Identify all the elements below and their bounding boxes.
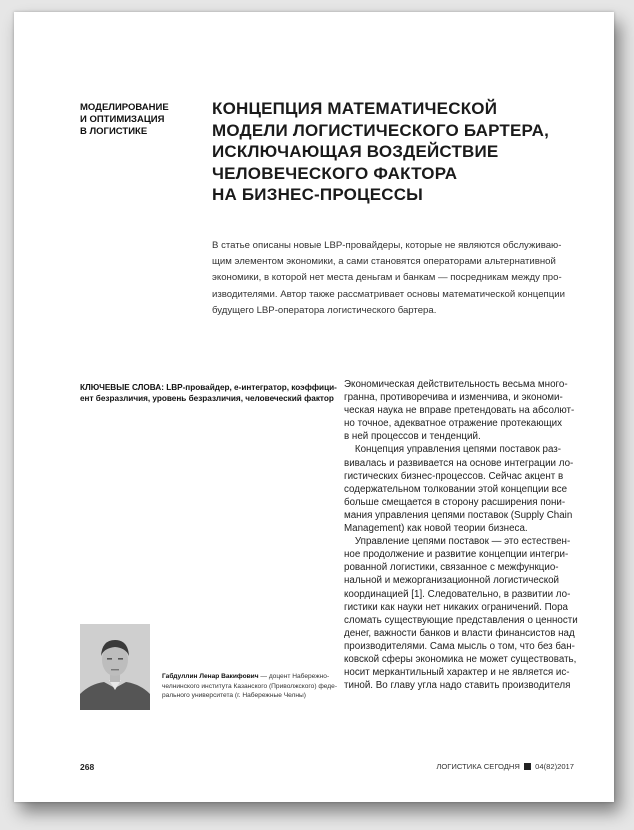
section-label-line: И ОПТИМИЗАЦИЯ	[80, 114, 165, 125]
body-line: рованной логистики, связанное с межфункцио-	[344, 562, 559, 574]
body-line: носит меркантильный характер и не является ис-	[344, 667, 570, 679]
abstract-line: экономики, в которой нет места деньгам и банкам — посредникам между про-	[212, 272, 562, 284]
abstract-line: изводителями. Автор также рассматривает основы математической концепции	[212, 288, 565, 300]
keywords-line: КЛЮЧЕВЫЕ СЛОВА: LBP-провайдер, e-интегратор, коэффици-	[80, 383, 337, 392]
body-line: ческая наука не вправе претендовать на абсолют-	[344, 405, 575, 417]
abstract-line: В статье описаны новые LBP-провайдеры, которые не являются обслуживаю-	[212, 240, 562, 251]
body-line: гранна, противоречива и изменчива, и экономи-	[344, 392, 563, 404]
body-line: мания управления цепями поставок (Supply Chain	[344, 509, 573, 521]
author-desc-line: рального университета (г. Набережные Челны)	[162, 692, 306, 700]
author-name: Габдуллин Ленар Вакифович	[162, 673, 259, 680]
body-line: в ней процессов и тенденций.	[344, 431, 481, 443]
body-line: Управление цепями поставок — это естествен-	[344, 536, 571, 548]
section-label	[80, 102, 200, 138]
body-line: ковской сферы экономика не может существовать,	[344, 653, 577, 665]
author-desc-line: — доцент Набережно-	[258, 673, 330, 680]
author-photo	[80, 624, 150, 710]
section-label-line: МОДЕЛИРОВАНИЕ	[80, 102, 169, 113]
magazine-page	[14, 12, 614, 802]
article-abstract	[212, 238, 588, 319]
body-line: Концепция управления цепями поставок раз-	[344, 444, 562, 456]
body-line: гистических бизнес-процессов. Сейчас акцент в	[344, 470, 564, 482]
page-number: 268	[80, 762, 95, 772]
body-line: содержательном толковании этой концепции все	[344, 483, 568, 495]
body-line: производителями. Сама мысль о том, что без бан-	[344, 640, 575, 652]
title-line: МОДЕЛИ ЛОГИСТИЧЕСКОГО БАРТЕРА,	[212, 120, 549, 140]
body-line: вивалась и развивается на основе интеграции ло-	[344, 457, 574, 469]
square-divider-icon	[524, 763, 531, 770]
journal-issue: 04(82)2017	[535, 762, 574, 771]
title-line: КОНЦЕПЦИЯ МАТЕМАТИЧЕСКОЙ	[212, 99, 498, 118]
body-line: денег, важности банков и власти финансистов над	[344, 627, 575, 639]
abstract-line: щим элементом экономики, а сами становятся операторами альтернативной	[212, 256, 556, 268]
body-line: координацией [1]. Следовательно, в развитии ло-	[344, 588, 571, 600]
journal-footer	[436, 762, 574, 771]
body-line: нальной и межорганизационной логистической	[344, 575, 560, 587]
title-line: ЧЕЛОВЕЧЕСКОГО ФАКТОРА	[212, 163, 458, 183]
body-line: ное продолжение и развитие концепции интегри-	[344, 549, 569, 561]
abstract-line: будущего LBP-оператора логистического бартера.	[212, 304, 437, 316]
section-label-line: В ЛОГИСТИКЕ	[80, 126, 148, 137]
author-desc-line: челнинского института Казанского (Приволжского) феде-	[162, 682, 338, 690]
journal-name: ЛОГИСТИКА СЕГОДНЯ	[436, 762, 520, 771]
body-line: гистики как науки нет никаких ограничений. Пора	[344, 601, 568, 613]
title-line: ИСКЛЮЧАЮЩАЯ ВОЗДЕЙСТВИЕ	[212, 142, 499, 161]
body-line: Management) как новой теории бизнеса.	[344, 523, 528, 535]
author-portrait-icon	[80, 624, 150, 710]
body-line: сломать существующие представления о ценности	[344, 614, 578, 626]
keywords-line: ент безразличия, уровень безразличия, человеческий фактор	[80, 394, 334, 403]
article-title	[212, 98, 592, 206]
body-line: тиной. Во главу угла надо ставить производителя	[344, 680, 571, 692]
title-line: НА БИЗНЕС-ПРОЦЕССЫ	[212, 185, 424, 204]
author-bio	[162, 672, 342, 701]
body-line: Экономическая действительность весьма много-	[344, 379, 568, 390]
body-line: больше смещается в сторону расширения пони-	[344, 496, 566, 508]
keywords	[80, 382, 345, 404]
body-line: но точное, адекватное отражение протекающих	[344, 418, 563, 430]
article-body	[344, 378, 599, 692]
